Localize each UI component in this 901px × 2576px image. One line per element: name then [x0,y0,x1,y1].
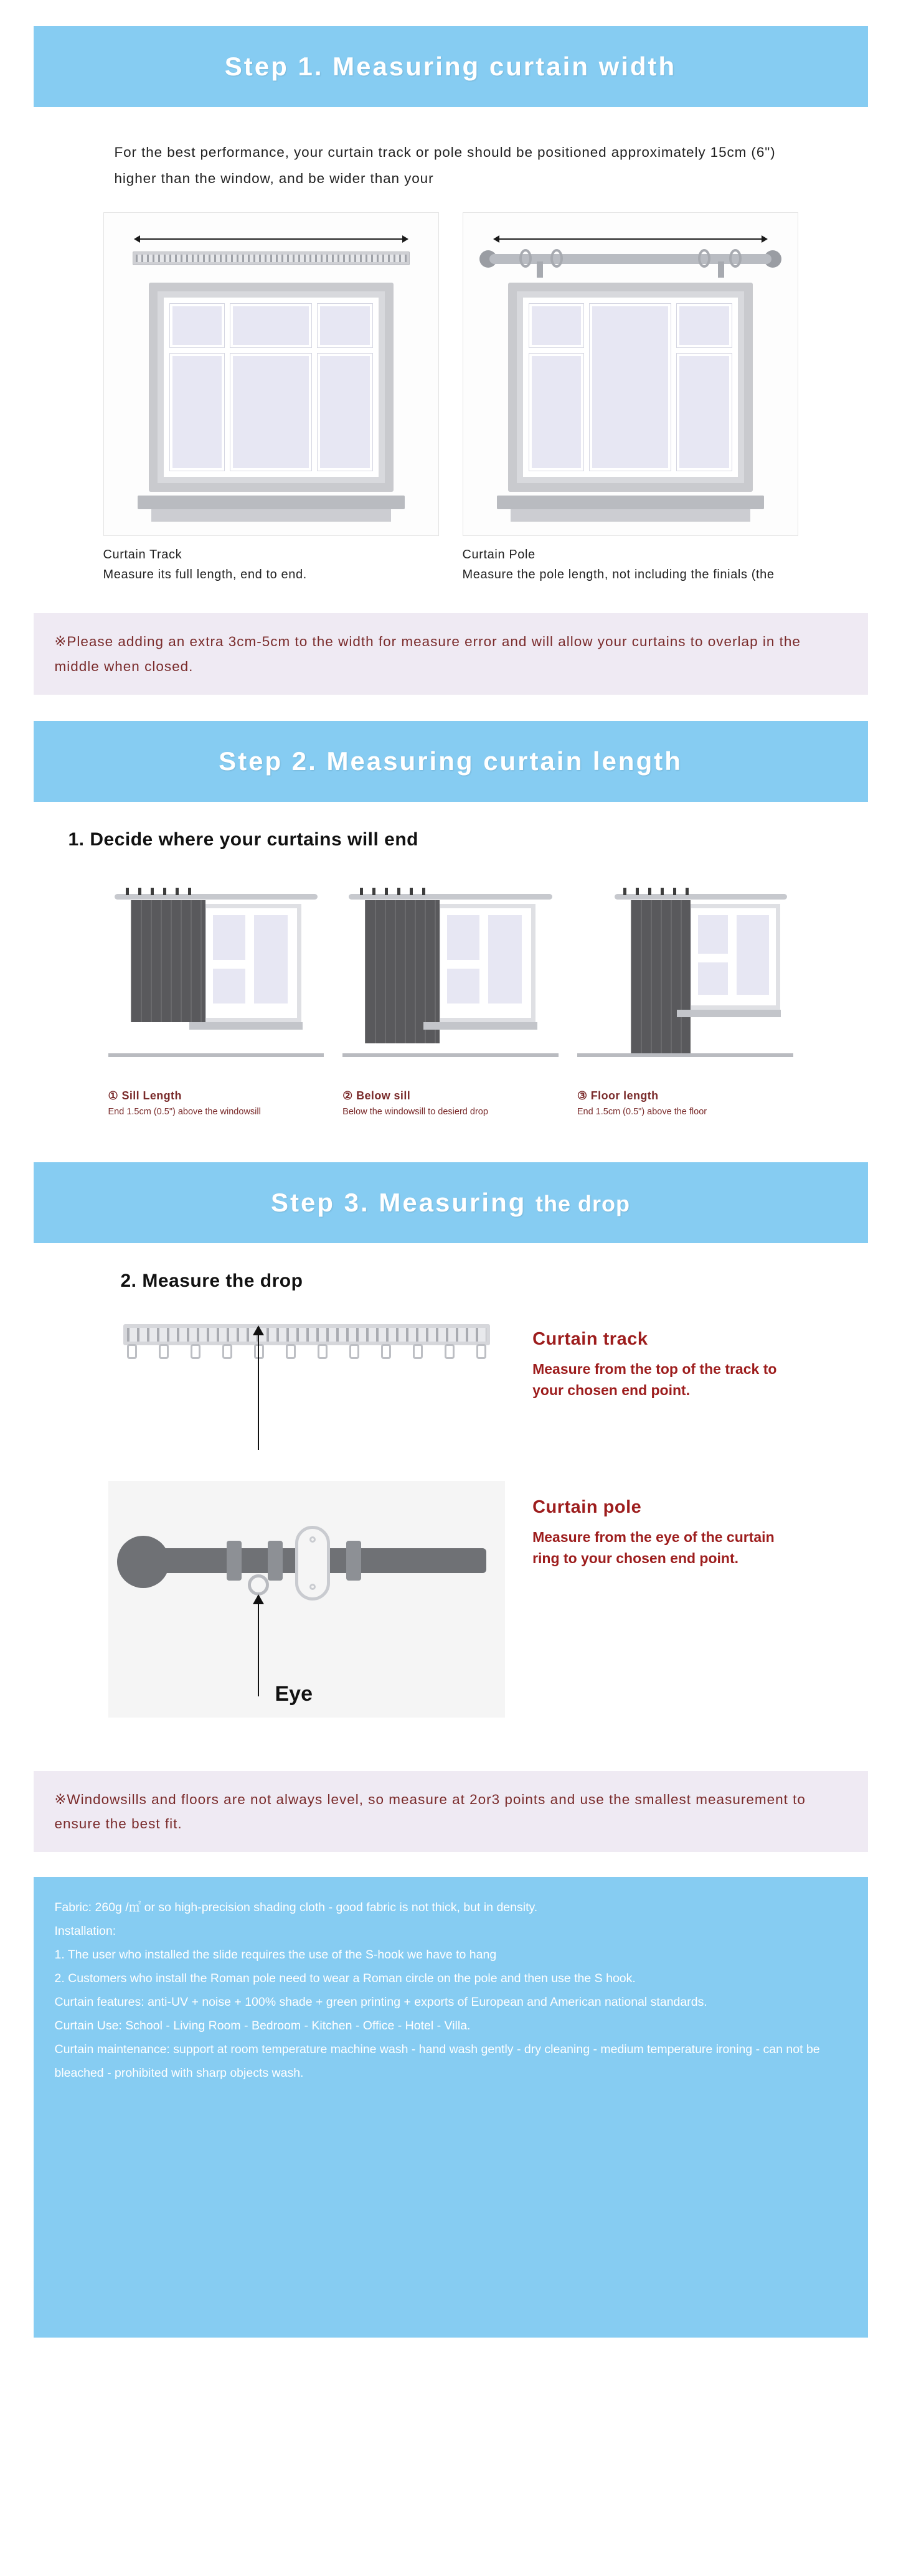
track-teeth-graphic [127,1328,487,1342]
pole-bracket-graphic [295,1526,330,1601]
floor-length-label: ③ Floor length [577,1089,659,1102]
drop-pole-block [34,1481,868,1718]
option-floor-length [577,867,793,1119]
info-line: Installation: [54,1924,116,1939]
step3-banner [34,1162,868,1243]
sill-graphic [189,1022,303,1030]
sill-length-desc: End 1.5cm (0.5") above the windowsill [108,1107,261,1117]
pole-ring-graphic [729,249,742,268]
sill-graphic [423,1022,537,1030]
eye-label: Eye [275,1681,313,1706]
window-base-graphic [511,509,750,522]
window-base-graphic [151,509,391,522]
curtain-pole-card [463,212,798,585]
step1-banner-title: Step 1. Measuring curtain width [224,52,677,81]
curtain-pole-caption-title: Curtain Pole [462,548,535,562]
pole-ring-graphic [550,249,563,268]
window-frame-graphic [149,283,394,492]
pole-drop-body: Measure from the eye of the curtain ring to your chosen end point. [532,1528,775,1567]
footer-section [34,1877,868,2338]
rod-hooks-icon [623,888,698,895]
curtain-panel-graphic [131,900,205,1022]
info-line: Curtain Use: School - Living Room - Bedroom - Kitchen - Office - Hotel - Villa. [54,2019,471,2033]
step2-subhead: 1. Decide where your curtains will end [68,829,419,850]
pole-ring-graphic [268,1541,283,1581]
step2-options [34,867,868,1119]
track-drop-text [532,1313,793,1401]
sill-length-label: ① Sill Length [108,1089,182,1102]
pole-ring-graphic [227,1541,242,1581]
track-drop-illustration [108,1313,506,1456]
step1-notice: ※Please adding an extra 3cm-5cm to the width for measure error and will allow your curtains to overlap in the middle when closed. [34,613,868,695]
step2-section [34,721,868,1119]
info-line: 2. Customers who install the Roman pole need to wear a Roman circle on the pole and then use the S hook. [54,1972,636,1986]
info-line: Fabric: 260g /㎡ or so high-precision shading cloth - good fabric is not thick, but in density. [54,1901,538,1915]
track-bar-graphic [133,251,410,265]
guide-page [0,26,901,2576]
step2-banner [34,721,868,802]
step3-banner-sub: the drop [535,1190,631,1216]
step3-banner-title [271,1188,630,1218]
window-sill-graphic [497,496,764,509]
step3-banner-main: Step 3. Measuring [270,1187,527,1217]
step1-diagrams [34,212,868,585]
curtain-track-caption-desc: Measure its full length, end to end. [103,568,307,582]
pole-drop-heading: Curtain pole [532,1497,642,1517]
measure-arrow-icon [258,1603,259,1696]
drop-track-block [34,1313,868,1456]
pole-ring-graphic [519,249,532,268]
step1-section [34,26,868,695]
curtain-pole-illustration [463,212,798,536]
curtain-pole-caption [463,545,798,585]
info-line: Curtain features: anti-UV + noise + 100% shade + green printing + exports of European and American national standards. [54,1995,707,2010]
curtain-pole-caption-desc: Measure the pole length, not including the finials (the [462,568,775,582]
step3-subhead: 2. Measure the drop [120,1270,303,1291]
floor-graphic [342,1053,559,1057]
curtain-ring-eye-graphic [248,1574,269,1596]
step1-banner [34,26,868,107]
info-line: 1. The user who installed the slide requires the use of the S-hook we have to hang [54,1948,497,1962]
floor-length-desc: End 1.5cm (0.5") above the floor [577,1107,707,1117]
step3-section [34,1162,868,1853]
track-rings-graphic [127,1344,487,1360]
width-arrow-icon [134,235,408,243]
window-sill-graphic [138,496,405,509]
option-below-sill [342,867,559,1119]
measure-arrow-icon [258,1334,259,1450]
window-graphic [436,904,535,1022]
track-drop-heading: Curtain track [532,1328,648,1349]
curtain-panel-graphic [631,900,691,1053]
pole-bracket-graphic [537,261,543,278]
step3-notice: ※Windowsills and floors are not always level, so measure at 2or3 points and use the smallest measurement to ensure the best fit. [34,1771,868,1853]
curtain-track-card [103,212,439,585]
pole-bracket-graphic [718,261,724,278]
floor-graphic [108,1053,324,1057]
floor-length-illustration [577,867,793,1084]
rod-hooks-icon [126,888,200,895]
window-graphic [687,904,780,1010]
step2-banner-title: Step 2. Measuring curtain length [219,746,682,776]
below-sill-desc: Below the windowsill to desierd drop [342,1107,488,1117]
pole-ring-graphic [698,249,710,268]
floor-graphic [577,1053,793,1057]
track-drop-body: Measure from the top of the track to your chosen end point. [532,1360,777,1399]
below-sill-label: ② Below sill [342,1089,411,1102]
product-info-panel [34,1877,868,2338]
curtain-track-caption [103,545,439,585]
option-sill-length [108,867,324,1119]
pole-drop-text [532,1481,793,1569]
curtain-track-caption-title: Curtain Track [103,548,182,562]
rod-hooks-icon [360,888,435,895]
width-arrow-icon [493,235,768,243]
sill-length-illustration [108,867,324,1084]
pole-ring-graphic [346,1541,361,1581]
curtain-track-illustration [103,212,439,536]
window-graphic [202,904,301,1022]
below-sill-illustration [342,867,559,1084]
sill-graphic [677,1010,781,1017]
window-frame-graphic [508,283,753,492]
step1-intro-text: For the best performance, your curtain track or pole should be positioned approximately 15cm (6") higher than the window, and be wider than your [114,144,776,186]
pole-drop-illustration [108,1481,506,1718]
info-line: Curtain maintenance: support at room temperature machine wash - hand wash gently - dry cleaning - medium temperature ironing - can not be bleached - prohibited with sharp objects wash. [54,2042,820,2080]
